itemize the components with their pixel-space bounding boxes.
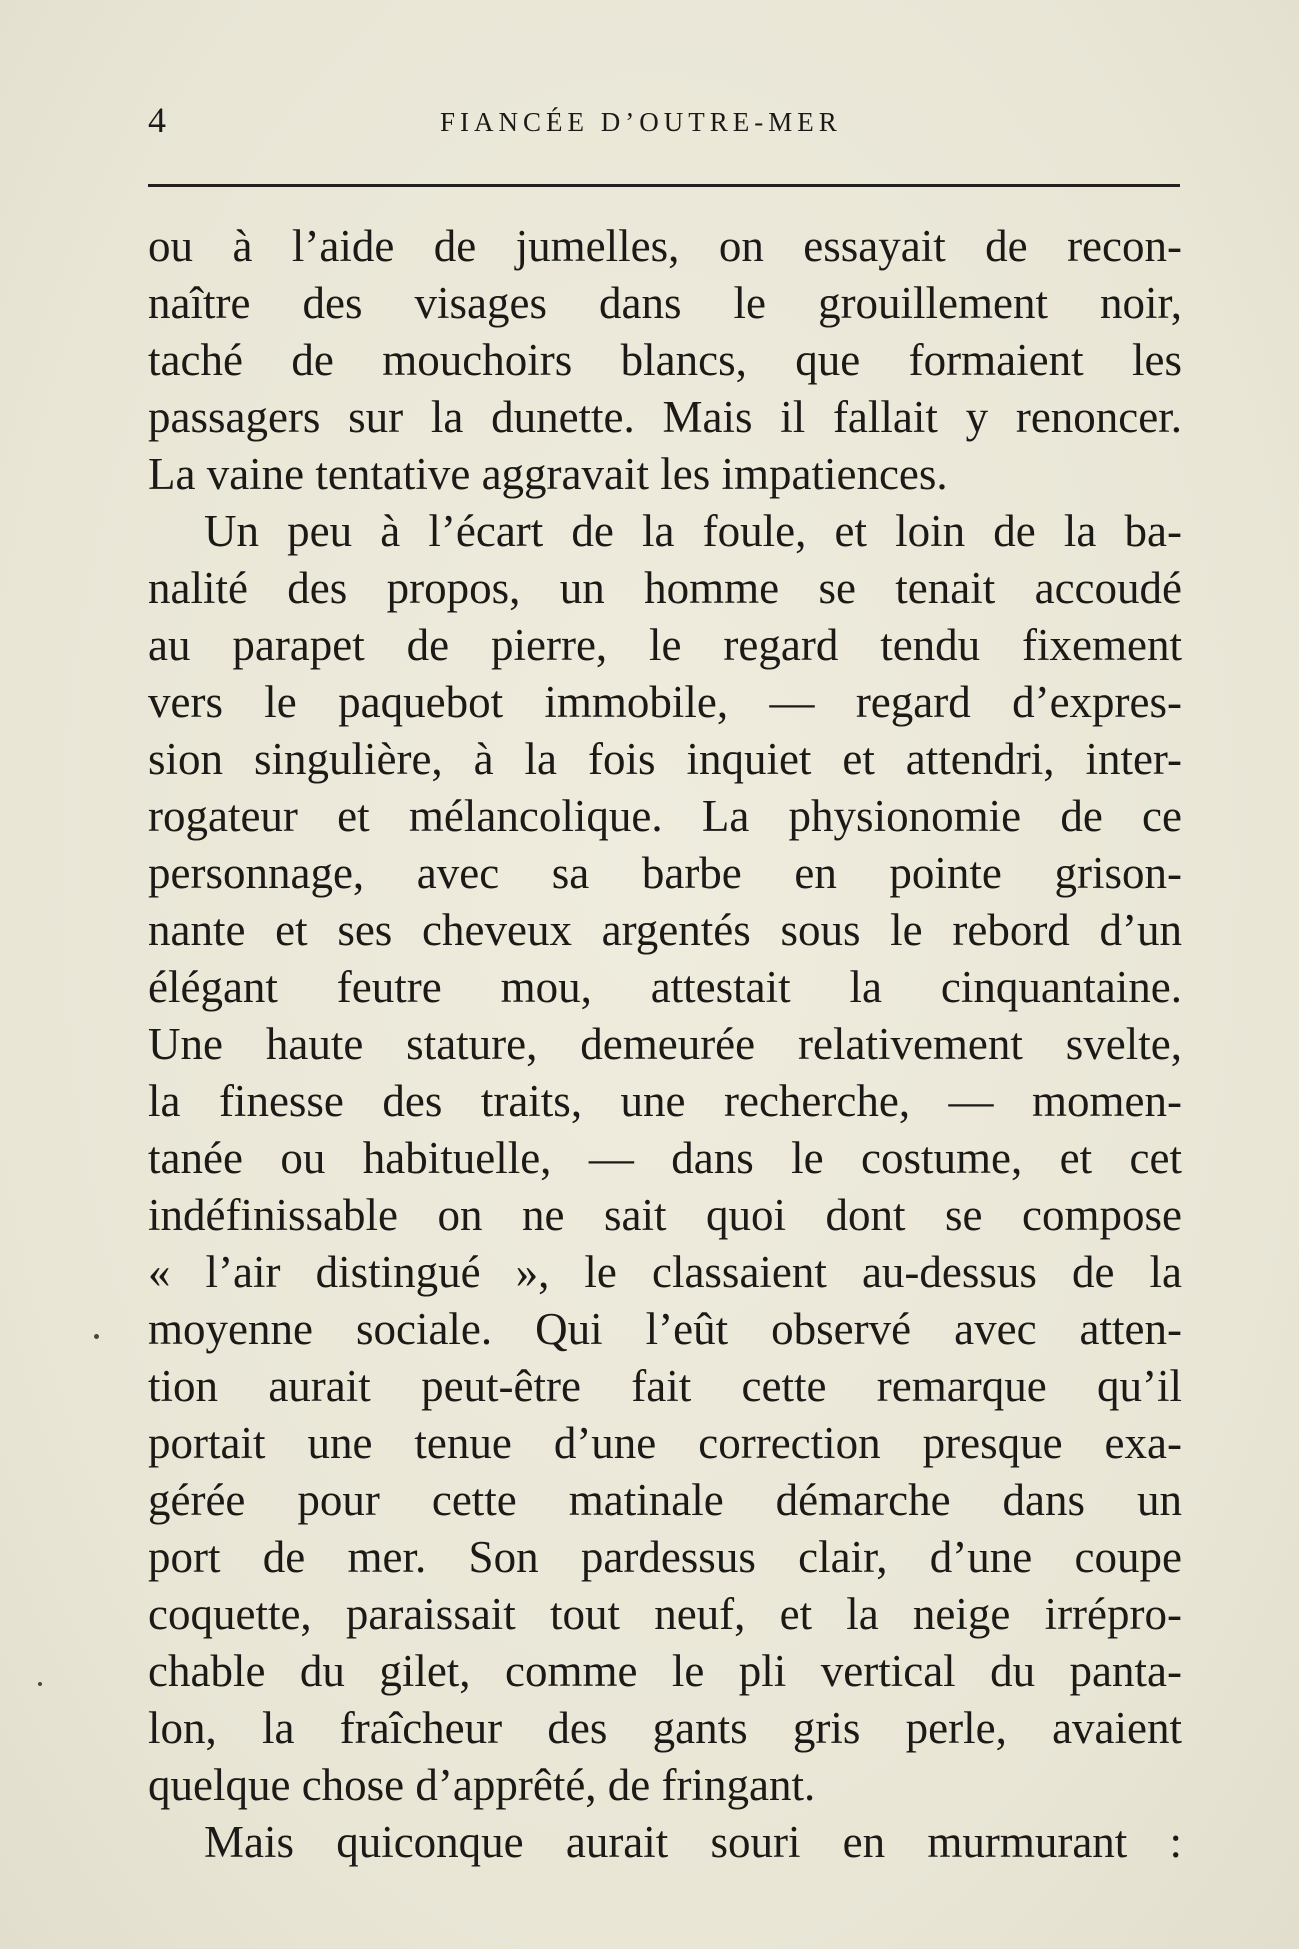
text-line: naître des visages dans le grouillement noir, <box>148 278 1182 328</box>
body-text <box>148 218 1182 1871</box>
text-line: au parapet de pierre, le regard tendu fixement <box>148 620 1182 670</box>
text-line: élégant feutre mou, attestait la cinquantaine. <box>148 962 1182 1012</box>
text-line: Mais quiconque aurait souri en murmurant : <box>204 1817 1182 1867</box>
text-line: coquette, paraissait tout neuf, et la neige irrépro- <box>148 1589 1182 1639</box>
text-line: indéfinissable on ne sait quoi dont se compose <box>148 1190 1182 1240</box>
header-rule <box>148 184 1180 187</box>
text-line: taché de mouchoirs blancs, que formaient les <box>148 335 1182 385</box>
text-line: gérée pour cette matinale démarche dans un <box>148 1475 1182 1525</box>
text-line: La vaine tentative aggravait les impatiences. <box>148 449 948 499</box>
text-line: « l’air distingué », le classaient au-dessus de la <box>148 1247 1182 1297</box>
running-title: FIANCÉE D’OUTRE-MER <box>440 107 842 137</box>
text-line: sion singulière, à la fois inquiet et attendri, inter- <box>148 734 1182 784</box>
text-line: lon, la fraîcheur des gants gris perle, avaient <box>148 1703 1182 1753</box>
text-line: Un peu à l’écart de la foule, et loin de la ba- <box>204 506 1182 556</box>
text-line: personnage, avec sa barbe en pointe grison- <box>148 848 1182 898</box>
text-line: chable du gilet, comme le pli vertical du panta- <box>148 1646 1182 1696</box>
text-line: rogateur et mélancolique. La physionomie de ce <box>148 791 1182 841</box>
text-line: tanée ou habituelle, — dans le costume, et cet <box>148 1133 1182 1183</box>
paper-speck <box>94 1334 99 1339</box>
text-line: quelque chose d’apprêté, de fringant. <box>148 1760 816 1810</box>
text-line: la finesse des traits, une recherche, — momen- <box>148 1076 1182 1126</box>
page-number: 4 <box>148 100 166 140</box>
text-line: nante et ses cheveux argentés sous le rebord d’un <box>148 905 1182 955</box>
text-line: tion aurait peut-être fait cette remarque qu’il <box>148 1361 1182 1411</box>
text-line: passagers sur la dunette. Mais il fallait y renoncer. <box>148 392 1182 442</box>
page-header <box>148 98 1180 148</box>
text-line: port de mer. Son pardessus clair, d’une coupe <box>148 1532 1182 1582</box>
text-line: Une haute stature, demeurée relativement svelte, <box>148 1019 1182 1069</box>
text-line: portait une tenue d’une correction presque exa- <box>148 1418 1182 1468</box>
paper-speck <box>38 1682 42 1686</box>
text-line: vers le paquebot immobile, — regard d’expres- <box>148 677 1182 727</box>
text-line: ou à l’aide de jumelles, on essayait de recon- <box>148 221 1182 271</box>
text-line: nalité des propos, un homme se tenait accoudé <box>148 563 1182 613</box>
text-line: moyenne sociale. Qui l’eût observé avec atten- <box>148 1304 1182 1354</box>
